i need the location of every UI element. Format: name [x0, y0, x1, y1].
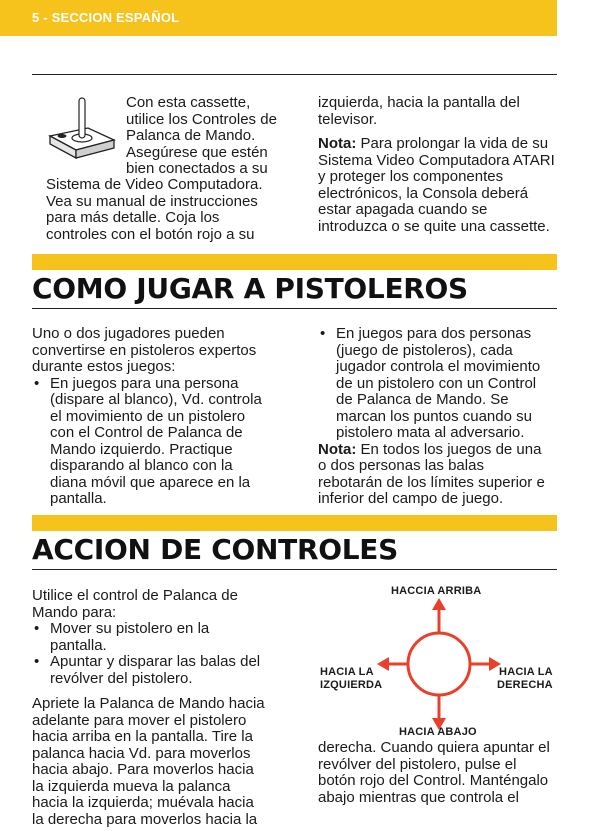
text-line: Para prolongar la vida de su: [356, 135, 549, 152]
direction-diagram: [315, 580, 565, 740]
section1-right-column: [318, 326, 563, 508]
text-line: abajo mientras que controla el: [318, 788, 519, 806]
text-line: Apriete la Palanca de Mando hacia: [32, 695, 265, 712]
text-line: • Apuntar y disparar las balas del: [50, 653, 261, 670]
text-line: jugador controla el movimiento: [336, 358, 541, 375]
text-line: pistolero mata al adversario.: [336, 424, 525, 441]
text-line: televisor.: [318, 110, 378, 128]
text-line: revólver del pistolero, pulse el: [318, 755, 517, 773]
note-paragraph: [318, 136, 563, 153]
section-header-label: 5 - SECCION ESPAÑOL: [32, 10, 180, 25]
text-line: hacia arriba en la pantalla. Tire la: [32, 728, 253, 745]
section-rule: [32, 569, 557, 570]
note-label: Nota:: [318, 135, 357, 152]
section1-left-column: [32, 326, 302, 508]
text-line: bien conectados a su: [126, 160, 268, 177]
text-line: hacia abajo. Para moverlos hacia: [32, 761, 254, 778]
text-line: hacia la izquierda; muévala hacia: [32, 794, 254, 811]
text-line: derecha. Cuando quiera apuntar el: [318, 739, 550, 756]
text-line: convertirse en pistoleros expertos: [32, 341, 257, 359]
bullet-list: [32, 621, 302, 687]
text-line: Asegúrese que estén: [126, 143, 268, 161]
top-rule: [32, 74, 557, 75]
direction-left-label: [320, 666, 382, 692]
section-rule: [32, 308, 557, 309]
text-line: palanca hacia Vd. para moverlos: [32, 744, 251, 762]
text-line: electrónicos, la Consola deberá: [318, 184, 529, 202]
direction-left-line: IZQUIERDA: [320, 679, 383, 691]
text-line: Mando para:: [32, 603, 117, 621]
direction-up-label: HACCIA ARRIBA: [391, 585, 482, 597]
intro-wrap-text: [126, 95, 306, 178]
text-line: izquierda, hacia la pantalla del: [318, 94, 520, 111]
text-line: Palanca de Mando.: [126, 127, 256, 144]
bullet-list: [318, 326, 563, 442]
text-line: marcan los puntos cuando su: [336, 407, 532, 425]
text-line: introduzca o se quite una cassette.: [318, 217, 550, 235]
section-band: [32, 254, 557, 270]
text-line: pantalla.: [50, 636, 107, 654]
section-title: ACCION DE CONTROLES: [32, 533, 398, 566]
text-line: diana móvil que aparece en la: [50, 473, 251, 491]
intro-right-text: [318, 95, 563, 235]
list-item: [318, 326, 563, 442]
text-line: Vea su manual de instrucciones: [46, 192, 258, 210]
section-band: [32, 515, 557, 531]
text-line: Utilice el control de Palanca de: [32, 587, 238, 604]
text-line: Sistema de Video Computadora.: [46, 176, 263, 193]
intro-left-text: [46, 177, 306, 243]
text-line: revólver del pistolero.: [50, 669, 193, 687]
text-line: el movimiento de un pistolero: [50, 407, 246, 425]
direction-right-label: [497, 666, 553, 692]
direction-left-line: HACIA LA: [320, 666, 374, 678]
joystick-icon: [40, 94, 120, 168]
text-line: • En juegos para una persona: [50, 374, 239, 392]
text-line: inferior del campo de juego.: [318, 490, 504, 507]
text-line: para más detalle. Coja los: [46, 209, 220, 226]
paragraph: [32, 696, 302, 828]
section-title: COMO JUGAR A PISTOLEROS: [32, 272, 468, 305]
text-line: de un pistolero con un Control: [336, 374, 537, 392]
text-line: controles con el botón rojo a su: [46, 225, 255, 243]
text-line: con el Control de Palanca de: [50, 424, 243, 441]
text-line: Uno o dos jugadores pueden: [32, 325, 225, 342]
list-item: [32, 654, 302, 687]
section2-left-column: [32, 588, 302, 828]
text-line: adelante para mover el pistolero: [32, 711, 247, 729]
text-line: la izquierda mueva la palanca: [32, 777, 231, 795]
text-line: pantalla.: [50, 490, 107, 507]
list-item: [32, 376, 302, 508]
text-line: Sistema Video Computadora ATARI: [318, 151, 555, 169]
text-line: En todos los juegos de una: [356, 440, 542, 458]
text-line: rebotarán de los límites superior e: [318, 473, 545, 491]
text-line: • Mover su pistolero en la: [50, 620, 210, 637]
text-line: Mando izquierdo. Practique: [50, 440, 233, 458]
text-line: durante estos juegos:: [32, 358, 176, 375]
text-line: o dos personas las balas: [318, 457, 484, 474]
section2-right-column: [318, 740, 563, 806]
text-line: y proteger los componentes: [318, 168, 504, 185]
direction-right-line: DERECHA: [497, 679, 553, 691]
text-line: • En juegos para dos personas: [336, 325, 532, 342]
note-paragraph: [318, 442, 563, 459]
direction-right-line: HACIA LA: [499, 666, 553, 678]
text-line: (dispare al blanco), Vd. controla: [50, 391, 262, 408]
text-line: disparando al blanco con la: [50, 457, 233, 474]
text-line: de Palanca de Mando. Se: [336, 391, 509, 408]
text-line: utilice los Controles de: [126, 110, 277, 128]
direction-down-label: HACIA ABAJO: [399, 726, 477, 738]
bullet-list: [32, 376, 302, 508]
direction-arrows-icon: [315, 580, 565, 740]
note-label: Nota:: [318, 440, 357, 458]
text-line: (juego de pistoleros), cada: [336, 341, 513, 359]
text-line: la derecha para moverlos hacia la: [32, 810, 258, 828]
text-line: estar apagada cuando se: [318, 201, 488, 218]
text-line: botón rojo del Control. Manténgalo: [318, 772, 549, 789]
list-item: [32, 621, 302, 654]
text-line: Con esta cassette,: [126, 94, 251, 111]
